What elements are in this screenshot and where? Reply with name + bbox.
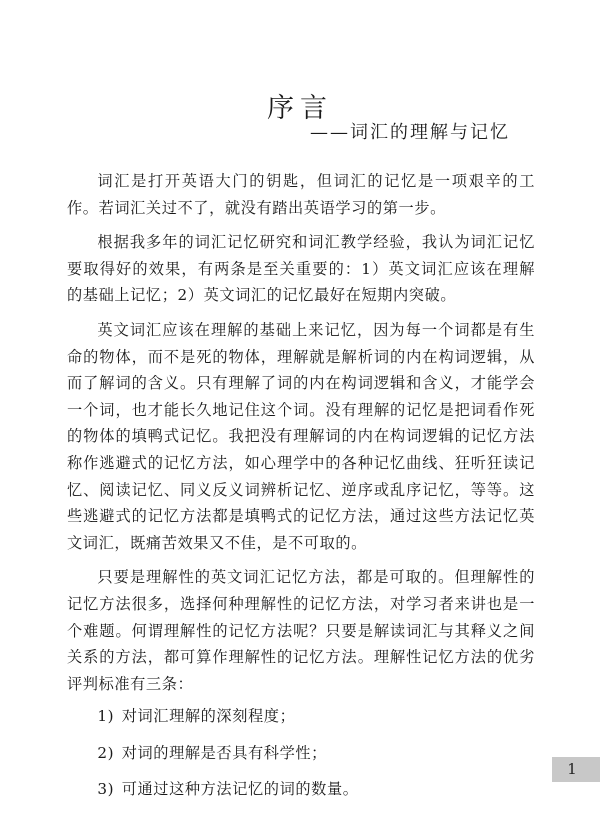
list-item-text: 对词汇理解的深刻程度；	[121, 707, 296, 726]
criteria-list	[67, 703, 535, 803]
page-title: 序言	[267, 93, 333, 125]
list-item	[67, 703, 535, 730]
page-subtitle: ——词汇的理解与记忆	[310, 122, 510, 143]
paragraph-2: 根据我多年的词汇记忆研究和词汇教学经验，我认为词汇记忆要取得好的效果，有两条是至关重要的：1）英文词汇应该在理解的基础上记忆；2）英文词汇的记忆最好在短期内突破。	[67, 233, 535, 305]
page-number-tab	[552, 757, 600, 782]
list-item	[67, 740, 535, 767]
list-item	[67, 776, 535, 803]
paragraph-1: 词汇是打开英语大门的钥匙，但词汇的记忆是一项艰辛的工作。若词汇关过不了，就没有踏出英语学习的第一步。	[67, 172, 535, 217]
list-item-number: 3)	[97, 780, 115, 799]
body-text	[67, 168, 535, 813]
paragraph-4: 只要是理解性的英文词汇记忆方法，都是可取的。但理解性的记忆方法很多，选择何种理解性的记忆方法，对学习者来讲也是一个难题。何谓理解性的记忆方法呢？只要是解读词汇与其释义之间关系的方法，都可算作理解性的记忆方法。理解性记忆方法的优劣评判标准有三条：	[67, 568, 535, 693]
list-item-number: 2)	[97, 743, 115, 762]
page-number: 1	[567, 760, 577, 778]
list-item-text: 对词的理解是否具有科学性；	[121, 743, 327, 762]
list-item-number: 1)	[97, 707, 115, 726]
list-item-text: 可通过这种方法记忆的词的数量。	[121, 780, 359, 799]
paragraph-3: 英文词汇应该在理解的基础上来记忆，因为每一个词都是有生命的物体，而不是死的物体，理解就是解析词的内在构词逻辑，从而了解词的含义。只有理解了词的内在构词逻辑和含义，才能学会一个词，也才能长久地记住这个词。没有理解的记忆是把词看作死的物体的填鸭式记忆。我把没有理解词的内在构词逻辑的记忆方法称作逃避式的记忆方法，如心理学中的各种记忆曲线、狂听狂读记忆、阅读记忆、同义反义词辨析记忆、逆序或乱序记忆，等等。这些逃避式的记忆方法都是填鸭式的记忆方法，通过这些方法记忆英文词汇，既痛苦效果又不佳，是不可取的。	[67, 320, 535, 552]
